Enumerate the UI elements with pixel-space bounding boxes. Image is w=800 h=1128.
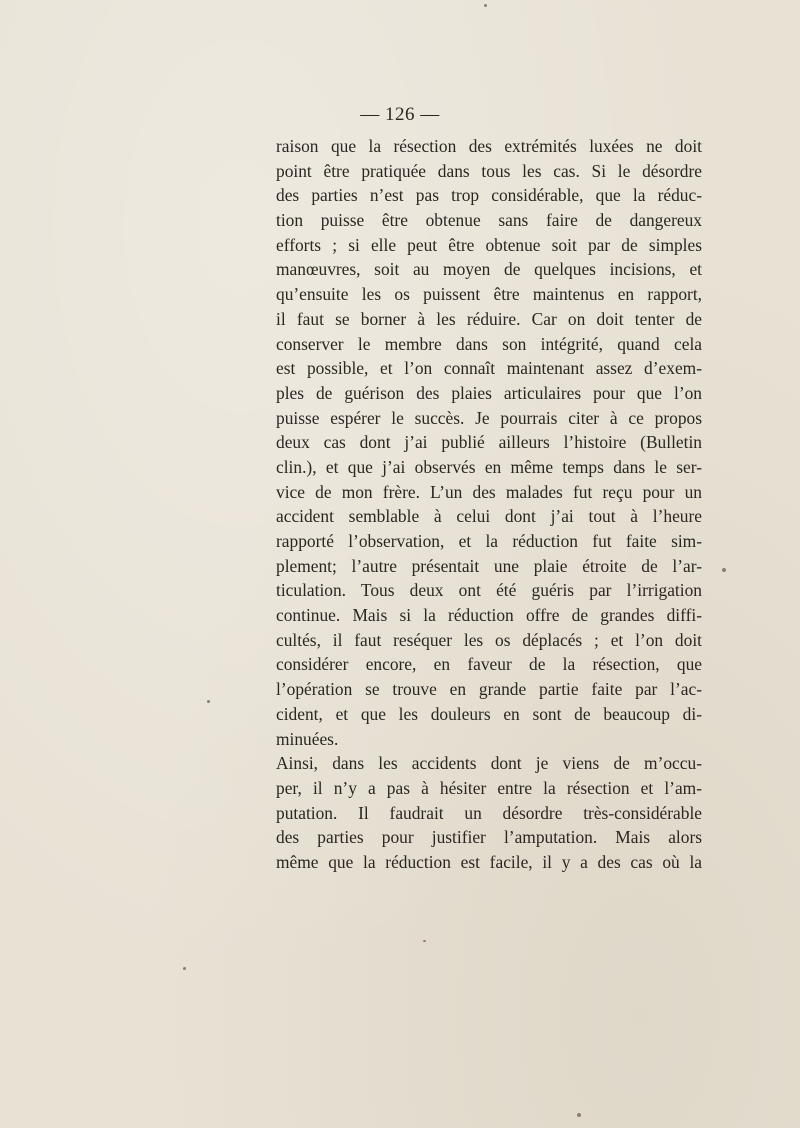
- text-line: raison que la résection des extrémités luxées ne doit: [276, 136, 702, 156]
- text-line: plement; l’autre présentait une plaie étroite de l’ar-: [276, 555, 702, 576]
- text-line: point être pratiquée dans tous les cas. Si le désordre: [276, 160, 702, 181]
- text-line: même que la réduction est facile, il y a des cas où la: [276, 851, 702, 872]
- paper-speck: [423, 940, 426, 942]
- text-line: clin.), et que j’ai observés en même temps dans le ser-: [276, 456, 702, 477]
- paper-speck: [207, 700, 210, 703]
- text-line: vice de mon frère. L’un des malades fut reçu pour un: [276, 481, 702, 502]
- text-line: des parties pour justifier l’amputation. Mais alors: [276, 827, 702, 848]
- text-line: tion puisse être obtenue sans faire de dangereux: [276, 210, 702, 231]
- text-line: ticulation. Tous deux ont été guéris par l’irrigation: [276, 580, 702, 601]
- text-line: il faut se borner à les réduire. Car on doit tenter de: [276, 308, 702, 329]
- text-line: rapporté l’observation, et la réduction fut faite sim-: [276, 531, 702, 551]
- paper-speck: [577, 1113, 581, 1117]
- text-line: cultés, il faut reséquer les os déplacés ; et l’on doit: [276, 629, 702, 650]
- text-line: puisse espérer le succès. Je pourrais citer à ce propos: [276, 407, 702, 428]
- text-line: est possible, et l’on connaît maintenant assez d’exem-: [276, 358, 702, 379]
- text-line: accident semblable à celui dont j’ai tout à l’heure: [276, 506, 702, 527]
- paper-speck: [183, 967, 186, 970]
- text-line: deux cas dont j’ai publié ailleurs l’histoire (Bulletin: [276, 432, 702, 453]
- text-line: considérer encore, en faveur de la résection, que: [276, 654, 702, 675]
- text-line: ples de guérison des plaies articulaires pour que l’on: [276, 382, 702, 403]
- paper-speck: [484, 4, 487, 7]
- text-line: putation. Il faudrait un désordre très-considérable: [276, 802, 702, 823]
- text-line: l’opération se trouve en grande partie faite par l’ac-: [276, 679, 702, 700]
- text-line: continue. Mais si la réduction offre de grandes diffi-: [276, 605, 702, 626]
- text-line: minuées.: [276, 728, 339, 749]
- text-line: qu’ensuite les os puissent être maintenus en rapport,: [276, 284, 702, 305]
- text-line: conserver le membre dans son intégrité, quand cela: [276, 333, 702, 354]
- text-line: efforts ; si elle peut être obtenue soit par de simples: [276, 234, 702, 255]
- text-line: des parties n’est pas trop considérable, que la réduc-: [276, 185, 702, 206]
- paper-speck: [722, 568, 726, 572]
- text-line: manœuvres, soit au moyen de quelques incisions, et: [276, 259, 702, 280]
- text-line: per, il n’y a pas à hésiter entre la résection et l’am-: [276, 777, 702, 798]
- text-line: Ainsi, dans les accidents dont je viens de m’occu-: [276, 753, 702, 774]
- page-number: — 126 —: [360, 104, 440, 125]
- body-text: [276, 134, 702, 875]
- text-line: cident, et que les douleurs en sont de beaucoup di-: [276, 703, 702, 724]
